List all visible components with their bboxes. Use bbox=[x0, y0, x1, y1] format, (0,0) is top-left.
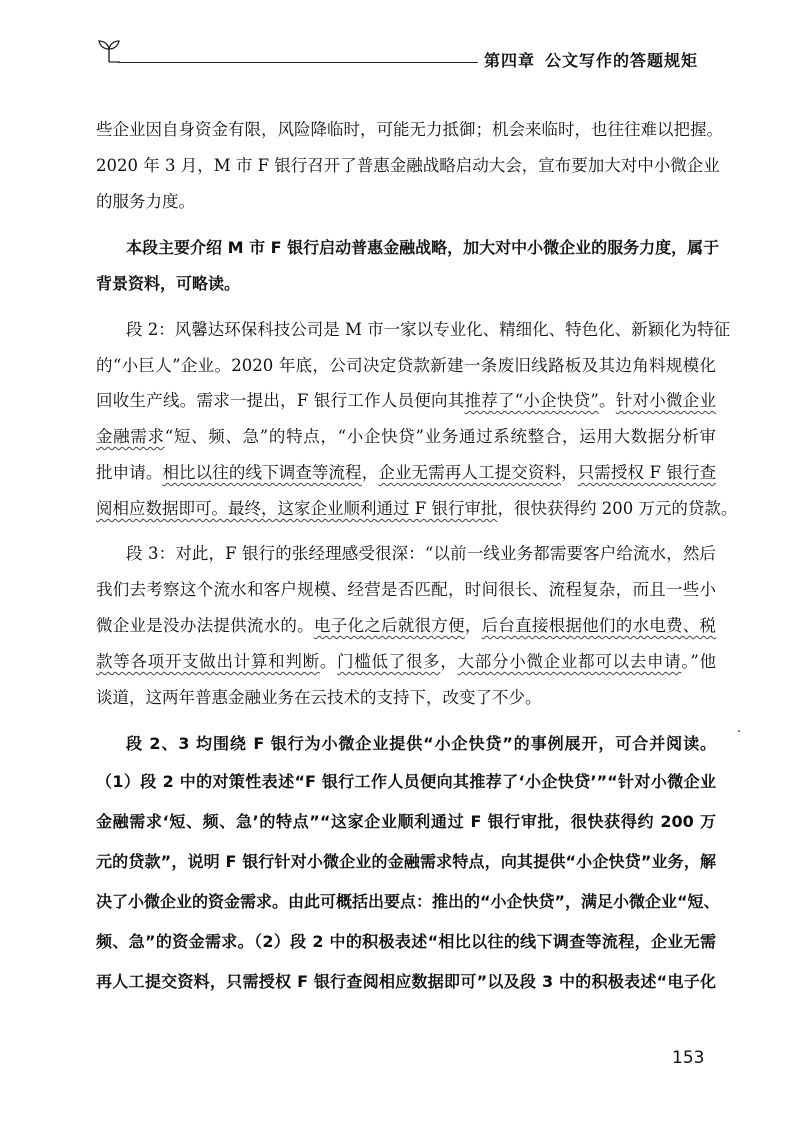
text-run: ，很快获得约 200 万元的贷款。 bbox=[497, 499, 738, 518]
analysis-line: 再人工提交资料，只需授权 F 银行查阅相应数据即可”以及段 3 中的积极表述“电子化 bbox=[96, 972, 716, 991]
text-line bbox=[96, 461, 716, 485]
text-run: 批申请。 bbox=[96, 463, 163, 482]
text-run: 。”他 bbox=[681, 652, 717, 671]
page-number: 153 bbox=[672, 1048, 705, 1068]
text-line bbox=[96, 614, 716, 638]
text-run: ， bbox=[361, 463, 379, 482]
chapter-number: 第四章 bbox=[484, 51, 536, 70]
highlighted-phrase: 门槛低了很多 bbox=[337, 652, 441, 671]
analysis-line: 频、急”的资金需求。（2）段 2 中的积极表述“相比以往的线下调查等流程，企业无需 bbox=[96, 932, 716, 951]
text-run: 微企业是没办法提供流水的。 bbox=[96, 616, 314, 635]
text-line: 谈道，这两年普惠金融业务在云技术的支持下，改变了不少。 bbox=[96, 688, 542, 707]
highlighted-phrase: 相比以往的线下调查等流程 bbox=[162, 463, 362, 482]
chapter-title: 公文写作的答题规矩 bbox=[545, 51, 699, 70]
running-header bbox=[0, 0, 800, 90]
text-line: 2020 年 3 月，M 市 F 银行召开了普惠金融战略启动大会，宣布要加大对中小微企业 bbox=[96, 156, 720, 175]
text-line: 段 3：对此，F 银行的张经理感受很深：“以前一线业务都需要客户给流水，然后 bbox=[126, 544, 716, 563]
text-run: 。 bbox=[598, 391, 616, 410]
highlighted-phrase: 后台直接根据他们的水电费、税 bbox=[481, 616, 717, 635]
analysis-line: 段 2、3 均围绕 F 银行为小微企业提供“小企快贷”的事例展开，可合并阅读。 bbox=[126, 734, 716, 753]
text-run: ， bbox=[561, 463, 578, 482]
text-run: 回收生产线。需求一提出，F 银行工作人员便向其 bbox=[96, 391, 465, 410]
analysis-line: 背景资料，可略读。 bbox=[96, 274, 241, 293]
text-line bbox=[96, 389, 716, 413]
highlighted-phrase: 通过 F 银行审批 bbox=[376, 499, 498, 518]
highlighted-phrase: 针对小微企业 bbox=[615, 391, 717, 410]
highlighted-phrase: 款等各项开支做出计算和判断 bbox=[96, 652, 320, 671]
analysis-line: （1）段 2 中的对策性表述“F 银行工作人员便向其推荐了‘小企快贷’”“针对小微企业 bbox=[96, 772, 716, 791]
text-line: 段 2：风馨达环保科技公司是 M 市一家以专业化、精细化、特色化、新颖化为特征 bbox=[126, 320, 731, 339]
text-line bbox=[96, 425, 716, 449]
analysis-line: 金融需求‘短、频、急’的特点”“这家企业顺利通过 F 银行审批，很快获得约 200 万 bbox=[96, 812, 716, 831]
analysis-line: 决了小微企业的资金需求。由此可概括出要点：推出的“小企快贷”，满足小微企业“短、 bbox=[96, 892, 720, 911]
text-line: 的“小巨人”企业。2020 年底，公司决定贷款新建一条废旧线路板及其边角料规模化 bbox=[96, 356, 716, 375]
text-line bbox=[96, 497, 738, 521]
text-line bbox=[96, 650, 716, 674]
text-run: 。 bbox=[319, 652, 338, 671]
text-run: “短、频、急”的特点，“小企快贷”业务通过系统整合，运用大数据分析审 bbox=[164, 427, 716, 446]
text-run: ， bbox=[440, 652, 458, 671]
chapter-heading bbox=[484, 48, 708, 71]
text-line: 的服务力度。 bbox=[96, 192, 195, 211]
sprout-icon bbox=[96, 38, 122, 64]
text-line: 些企业因自身资金有限，风险降临时，可能无力抵御；机会来临时，也往往难以把握。 bbox=[96, 120, 723, 139]
highlighted-phrase: 企业无需再人工提交资料 bbox=[378, 463, 562, 482]
highlighted-phrase: 大部分小微企业都可以去申请 bbox=[457, 652, 682, 671]
text-line: 我们去考察这个流水和客户规模、经营是否匹配，时间很长、流程复杂，而且一些小 bbox=[96, 580, 716, 599]
highlighted-phrase: 只需授权 F 银行查 bbox=[577, 463, 716, 482]
highlighted-phrase: 电子化之后就很方便 bbox=[313, 616, 465, 635]
highlighted-phrase: 推荐了“小企快贷” bbox=[464, 391, 599, 410]
highlighted-phrase: 金融需求 bbox=[96, 427, 165, 446]
highlighted-phrase: 阅相应数据即可。最终，这家企业顺利 bbox=[96, 499, 377, 518]
analysis-line: 元的贷款”，说明 F 银行针对小微企业的金融需求特点，向其提供“小企快贷”业务，解 bbox=[96, 852, 716, 871]
text-run: ， bbox=[464, 616, 482, 635]
analysis-line: 本段主要介绍 M 市 F 银行启动普惠金融战略，加大对中小微企业的服务力度，属于 bbox=[126, 238, 720, 257]
header-rule bbox=[118, 62, 478, 63]
scan-speck bbox=[738, 730, 740, 732]
